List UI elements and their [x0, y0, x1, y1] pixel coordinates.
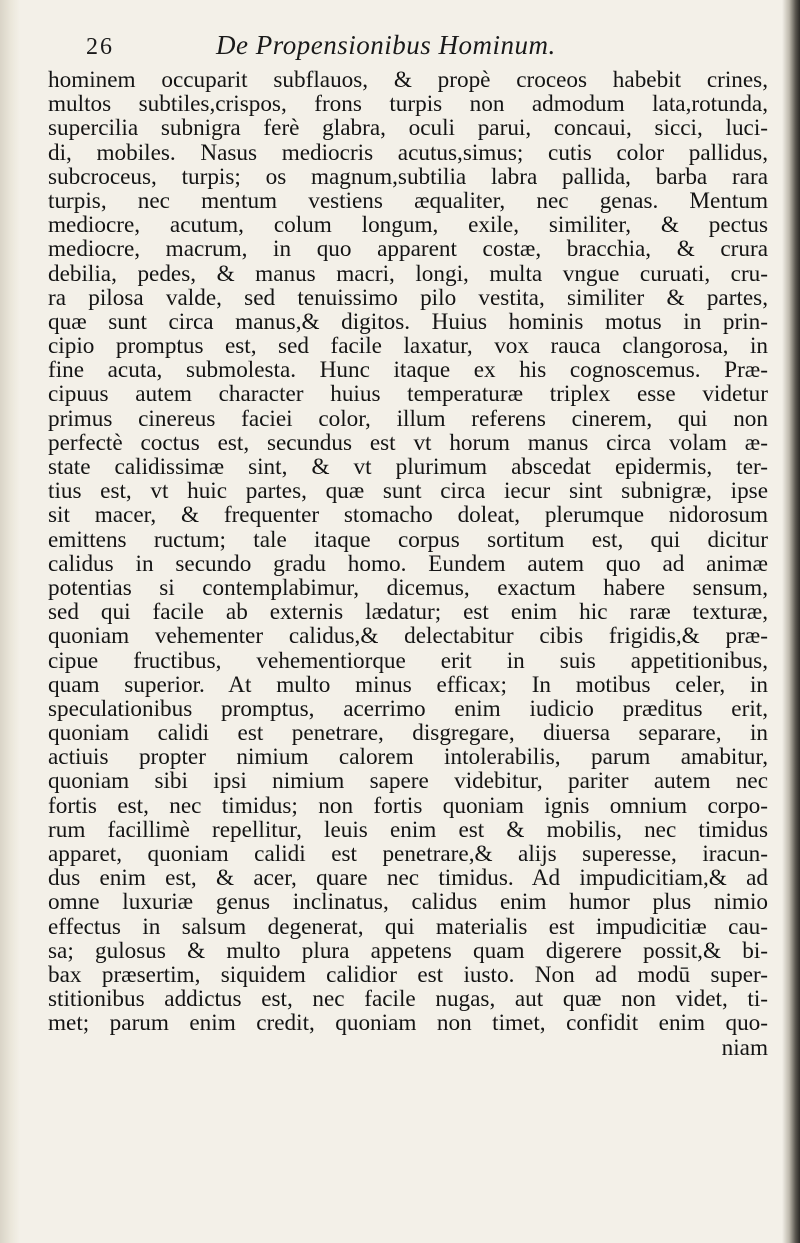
text-line: sed qui facile ab externis lædatur; est enim hic raræ texturæ, — [48, 600, 768, 625]
text-line: multos subtiles,crispos, frons turpis non admodum lata,rotunda, — [48, 92, 768, 117]
text-line: quoniam calidi est penetrare, disgregare, diuersa separare, in — [48, 721, 768, 746]
text-line: cipio promptus est, sed facile laxatur, vox rauca clangorosa, in — [48, 334, 768, 359]
catchword: niam — [721, 1035, 768, 1060]
running-head: De Propensionibus Hominum. — [216, 30, 556, 60]
text-line: fortis est, nec timidus; non fortis quoniam ignis omnium corpo- — [48, 793, 768, 818]
text-line: mediocre, macrum, in quo apparent costæ, bracchia, & crura — [48, 237, 768, 262]
text-line: sa; gulosus & multo plura appetens quam digerere possit,& bi- — [48, 938, 768, 963]
text-line: stitionibus addictus est, nec facile nugas, aut quæ non videt, ti- — [48, 987, 768, 1012]
text-line: ra pilosa valde, sed tenuissimo pilo vestita, similiter & partes, — [48, 285, 768, 310]
text-line: dus enim est, & acer, quare nec timidus. Ad impudicitiam,& ad — [48, 866, 768, 891]
text-line: cipue fructibus, vehementiorque erit in suis appetitionibus, — [48, 648, 768, 673]
text-line: fine acuta, submolesta. Hunc itaque ex his cognoscemus. Præ- — [48, 358, 768, 383]
text-line: mediocre, acutum, colum longum, exile, similiter, & pectus — [48, 213, 768, 238]
page-number: 26 — [86, 34, 114, 60]
text-line: di, mobiles. Nasus mediocris acutus,simus; cutis color pallidus, — [48, 140, 768, 165]
body-text — [48, 68, 768, 1060]
text-line: omne luxuriæ genus inclinatus, calidus enim humor plus nimio — [48, 890, 768, 915]
text-line: hominem occuparit subflauos, & propè croceos habebit crines, — [48, 68, 768, 93]
text-line: supercilia subnigra ferè glabra, oculi parui, concaui, sicci, luci- — [48, 116, 768, 141]
text-line: turpis, nec mentum vestiens æqualiter, nec genas. Mentum — [48, 188, 768, 214]
page-edge-shadow — [782, 0, 800, 1243]
text-line: met; parum enim credit, quoniam non timet, confidit enim quo- — [48, 1011, 768, 1036]
text-line: primus cinereus faciei color, illum referens cinerem, qui non — [48, 406, 768, 431]
text-line: debilia, pedes, & manus macri, longi, multa vngue curuati, cru- — [48, 261, 768, 286]
text-line: bax præsertim, siquidem calidior est iusto. Non ad modū super- — [48, 962, 768, 988]
text-line: potentias si contemplabimur, dicemus, exactum habere sensum, — [48, 575, 768, 601]
text-line: tius est, vt huic partes, quæ sunt circa iecur sint subnigræ, ipse — [48, 479, 768, 504]
text-line: calidus in secundo gradu homo. Eundem autem quo ad animæ — [48, 551, 768, 576]
page-gutter-shadow — [0, 0, 20, 1243]
page-header — [86, 30, 746, 64]
text-line: rum facillimè repellitur, leuis enim est & mobilis, nec timidus — [48, 817, 768, 842]
text-line: sit macer, & frequenter stomacho doleat, plerumque nidorosum — [48, 503, 768, 528]
text-line: quoniam vehementer calidus,& delectabitur cibis frigidis,& præ- — [48, 624, 768, 649]
text-line: quæ sunt circa manus,& digitos. Huius hominis motus in prin- — [48, 309, 768, 335]
text-line: quoniam sibi ipsi nimium sapere videbitur, pariter autem nec — [48, 769, 768, 794]
text-line: effectus in salsum degenerat, qui materialis est impudicitiæ cau- — [48, 914, 768, 939]
text-line: actiuis propter nimium calorem intolerabilis, parum amabitur, — [48, 745, 768, 770]
text-line: subcroceus, turpis; os magnum,subtilia labra pallida, barba rara — [48, 164, 768, 189]
text-line: state calidissimæ sint, & vt plurimum abscedat epidermis, ter- — [48, 455, 768, 480]
text-line: apparet, quoniam calidi est penetrare,& alijs superesse, iracun- — [48, 842, 768, 867]
text-line: perfectè coctus est, secundus est vt horum manus circa volam æ- — [48, 430, 768, 455]
text-line: speculationibus promptus, acerrimo enim iudicio præditus erit, — [48, 696, 768, 722]
text-line: emittens ructum; tale itaque corpus sortitum est, qui dicitur — [48, 527, 768, 552]
text-line: cipuus autem character huius temperaturæ triplex esse videtur — [48, 382, 768, 407]
text-line: quam superior. At multo minus efficax; In motibus celer, in — [48, 672, 768, 697]
